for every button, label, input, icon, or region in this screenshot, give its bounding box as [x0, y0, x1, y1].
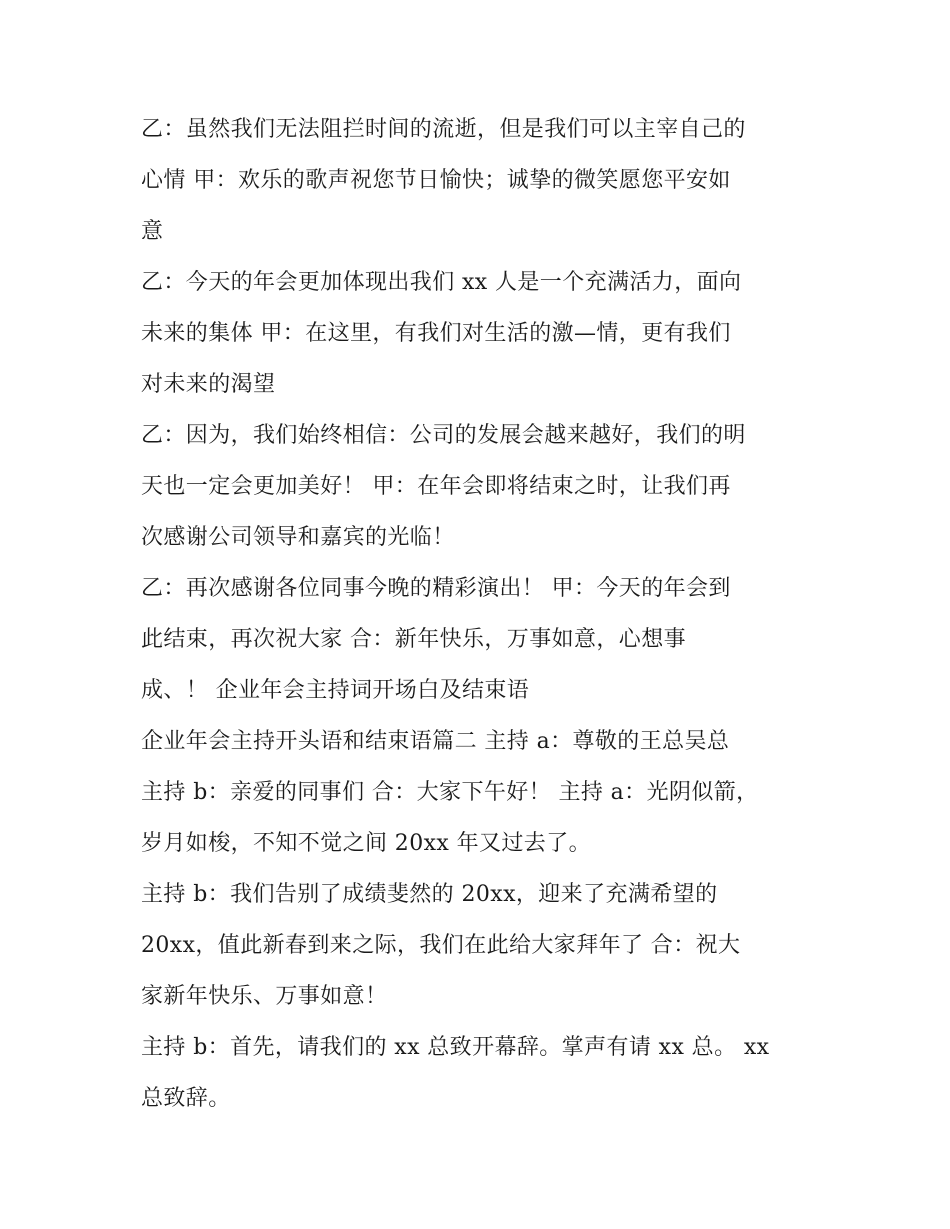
text-line: 主持 b：亲爱的同事们 合：大家下午好！ 主持 a：光阴似箭， [141, 780, 759, 805]
text-line: 20xx，值此新春到来之际，我们在此给大家拜年了 合：祝大 [141, 933, 741, 958]
text-line: 未来的集体 甲：在这里，有我们对生活的激—情，更有我们 [141, 321, 731, 346]
text-line: 企业年会主持开头语和结束语篇二 主持 a：尊敬的王总吴总 [141, 729, 730, 754]
text-line: 次感谢公司领导和嘉宾的光临！ [141, 525, 455, 550]
text-line: 乙：因为，我们始终相信：公司的发展会越来越好，我们的明 [141, 423, 746, 448]
document-body [141, 104, 821, 1124]
text-line: 主持 b：首先，请我们的 xx 总致开幕辞。掌声有请 xx 总。 xx [141, 1035, 770, 1060]
text-line: 心情 甲：欢乐的歌声祝您节日愉快；诚挚的微笑愿您平安如 [141, 168, 731, 193]
text-line: 对未来的渴望 [141, 372, 276, 397]
text-line: 成、！ 企业年会主持词开场白及结束语 [141, 678, 530, 703]
text-line: 总致辞。 [141, 1086, 231, 1111]
text-line: 此结束，再次祝大家 合：新年快乐，万事如意，心想事 [141, 627, 686, 652]
text-line: 天也一定会更加美好！ 甲：在年会即将结束之时，让我们再 [141, 474, 731, 499]
text-line: 乙：今天的年会更加体现出我们 xx 人是一个充满活力，面向 [141, 270, 742, 295]
text-line: 乙：虽然我们无法阻拦时间的流逝，但是我们可以主宰自己的 [141, 117, 746, 142]
text-line: 主持 b：我们告别了成绩斐然的 20xx，迎来了充满希望的 [141, 882, 718, 907]
text-line: 乙：再次感谢各位同事今晚的精彩演出！ 甲：今天的年会到 [141, 576, 731, 601]
text-line: 家新年快乐、万事如意！ [141, 984, 388, 1009]
text-line: 意 [141, 219, 164, 244]
text-line: 岁月如梭，不知不觉之间 20xx 年又过去了。 [141, 831, 591, 856]
